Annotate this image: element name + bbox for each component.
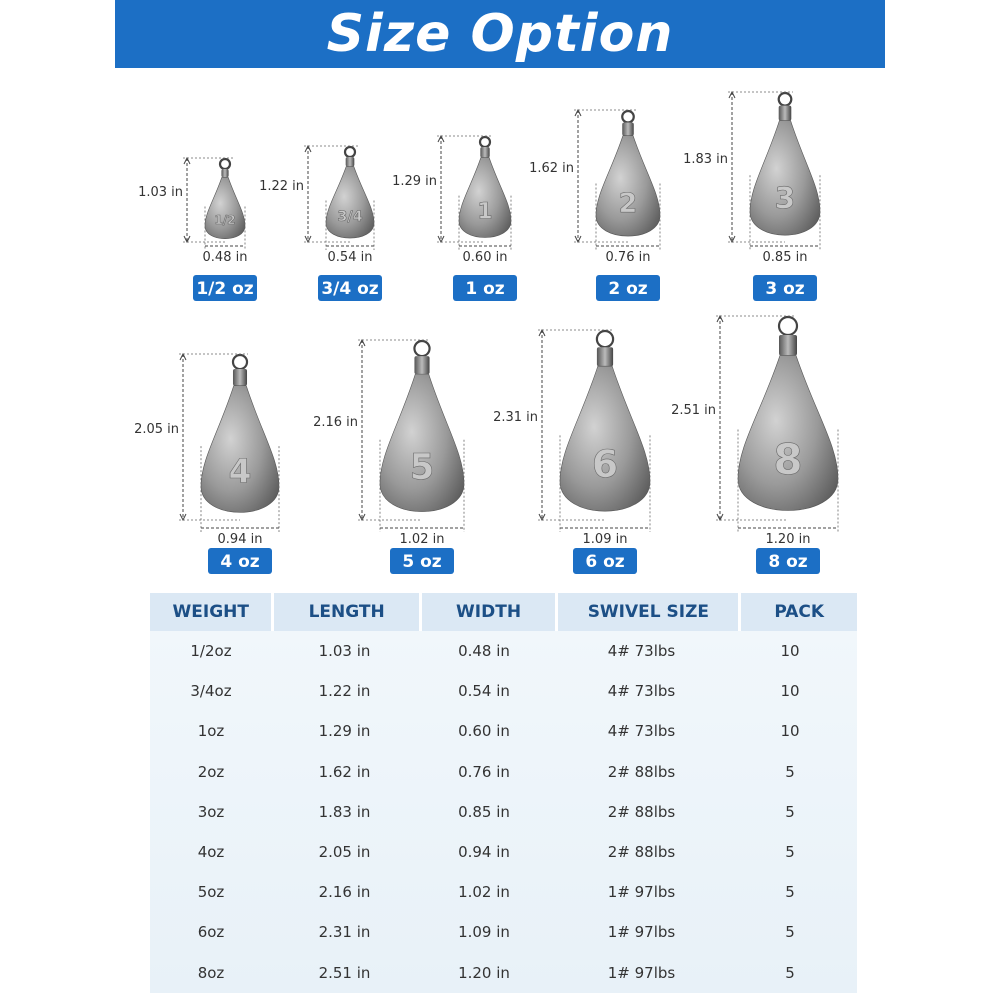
weight-badge-label: 3/4 oz (321, 279, 379, 299)
weight-cell: 1oz (197, 722, 225, 741)
width-cell: 1.09 in (458, 923, 510, 942)
swivel-eye-icon (622, 111, 634, 123)
pack-cell: 5 (785, 843, 795, 862)
width-label: 0.60 in (462, 250, 508, 265)
weight-mark: 3/4 (337, 208, 363, 225)
pack-cell: 10 (780, 722, 800, 741)
length-label: 2.51 in (671, 403, 716, 418)
weight-badge-label: 2 oz (608, 279, 648, 299)
weight-mark: 6 (591, 441, 619, 486)
swivel-barrel (414, 356, 429, 374)
column-header-length: LENGTH (274, 593, 418, 631)
width-label: 0.94 in (217, 532, 263, 547)
swivel-eye-icon (779, 93, 792, 106)
sinker-7 (313, 340, 464, 574)
length-label: 1.22 in (259, 179, 304, 194)
swivel-eye-icon (345, 147, 355, 157)
sinker-5 (683, 92, 820, 301)
length-cell: 2.05 in (318, 843, 371, 862)
swivel-size-cell: 1# 97lbs (607, 963, 676, 982)
swivel-barrel (597, 347, 613, 366)
weight-cell: 3/4oz (190, 682, 232, 701)
width-cell: 0.94 in (458, 843, 510, 862)
pack-cell: 10 (780, 642, 800, 661)
swivel-size-cell: 4# 73lbs (607, 682, 676, 701)
swivel-size-cell: 2# 88lbs (607, 762, 676, 781)
swivel-barrel (346, 157, 355, 167)
pack-cell: 10 (780, 682, 800, 701)
width-cell: 0.60 in (458, 722, 510, 741)
weight-cell: 3oz (197, 802, 225, 821)
sinker-body (380, 374, 464, 512)
weight-badge-label: 5 oz (402, 552, 442, 572)
sinker-body (201, 386, 279, 513)
sinker-body (560, 366, 650, 511)
table-row (150, 953, 857, 993)
length-cell: 2.51 in (318, 963, 371, 982)
weight-mark: 5 (409, 447, 435, 489)
weight-badge-label: 8 oz (768, 552, 808, 572)
sinker-1 (138, 158, 257, 301)
pack-cell: 5 (785, 963, 795, 982)
width-label: 1.20 in (765, 532, 811, 547)
weight-cell: 1/2oz (190, 642, 232, 661)
swivel-size-cell: 1# 97lbs (607, 923, 676, 942)
length-label: 1.83 in (683, 152, 728, 167)
table-row (150, 832, 857, 872)
table-body (150, 631, 857, 993)
pack-cell: 5 (785, 762, 795, 781)
sinker-2 (259, 146, 382, 301)
length-cell: 1.29 in (318, 722, 371, 741)
length-cell: 2.31 in (318, 923, 371, 942)
weight-mark: 1 (477, 199, 493, 225)
swivel-barrel (233, 369, 247, 386)
length-cell: 1.03 in (318, 642, 371, 661)
spec-table (150, 593, 857, 993)
length-cell: 1.83 in (318, 802, 371, 821)
table-row (150, 792, 857, 832)
length-label: 2.16 in (313, 415, 358, 430)
weight-badge-label: 1/2 oz (196, 279, 254, 299)
pack-cell: 5 (785, 883, 795, 902)
width-cell: 1.20 in (458, 963, 510, 982)
sinker-body (596, 136, 660, 236)
length-label: 1.62 in (529, 161, 574, 176)
column-header-width: WIDTH (422, 593, 555, 631)
table-header-row (150, 593, 857, 631)
weight-mark: 2 (618, 188, 638, 220)
sinker-body (459, 158, 511, 238)
column-header-swivel-size: SWIVEL SIZE (558, 593, 738, 631)
table-row (150, 872, 857, 912)
swivel-barrel (480, 147, 489, 158)
swivel-eye-icon (233, 355, 247, 369)
sinker-6 (134, 354, 279, 574)
table-row (150, 671, 857, 711)
sinker-4 (529, 110, 660, 301)
weight-mark: 3 (774, 181, 796, 216)
weight-badge-label: 6 oz (585, 552, 625, 572)
width-label: 0.85 in (762, 250, 808, 265)
width-cell: 0.54 in (458, 682, 510, 701)
swivel-barrel (779, 335, 797, 355)
length-cell: 1.62 in (318, 762, 371, 781)
length-label: 2.05 in (134, 422, 179, 437)
weight-cell: 5oz (197, 883, 225, 902)
width-label: 0.76 in (605, 250, 651, 265)
weight-mark: 1/2 (214, 212, 236, 227)
swivel-eye-icon (220, 159, 230, 169)
weight-cell: 2oz (197, 762, 225, 781)
page-title: Size Option (326, 4, 674, 64)
sinker-body (326, 167, 374, 238)
weight-mark: 8 (773, 434, 803, 484)
pack-cell: 5 (785, 923, 795, 942)
sinker-9 (671, 316, 838, 574)
table-row (150, 752, 857, 792)
swivel-eye-icon (480, 137, 490, 147)
swivel-size-cell: 4# 73lbs (607, 722, 676, 741)
swivel-size-cell: 4# 73lbs (607, 642, 676, 661)
sinker-body (205, 177, 245, 238)
swivel-size-cell: 2# 88lbs (607, 843, 676, 862)
column-header-weight: WEIGHT (150, 593, 271, 631)
swivel-barrel (221, 169, 228, 177)
swivel-eye-icon (414, 341, 429, 356)
swivel-eye-icon (779, 317, 797, 335)
weight-badge-label: 1 oz (465, 279, 505, 299)
width-label: 1.09 in (582, 532, 628, 547)
table-row (150, 912, 857, 952)
sinker-body (738, 355, 838, 510)
length-label: 2.31 in (493, 410, 538, 425)
weight-cell: 4oz (197, 843, 225, 862)
weight-cell: 8oz (197, 963, 225, 982)
weight-cell: 6oz (197, 923, 225, 942)
swivel-eye-icon (597, 331, 613, 347)
length-label: 1.03 in (138, 185, 183, 200)
swivel-size-cell: 2# 88lbs (607, 802, 676, 821)
weight-badge-label: 4 oz (220, 552, 260, 572)
pack-cell: 5 (785, 802, 795, 821)
swivel-size-cell: 1# 97lbs (607, 883, 676, 902)
weight-mark: 4 (228, 452, 252, 491)
length-label: 1.29 in (392, 174, 437, 189)
width-label: 0.54 in (327, 250, 373, 265)
table-row (150, 631, 857, 671)
width-cell: 1.02 in (458, 883, 510, 902)
swivel-barrel (622, 123, 634, 136)
width-label: 1.02 in (399, 532, 445, 547)
width-label: 0.48 in (202, 250, 248, 265)
swivel-barrel (779, 106, 792, 121)
column-header-pack: PACK (741, 593, 857, 631)
width-cell: 0.76 in (458, 762, 510, 781)
sinker-body (750, 121, 820, 236)
width-cell: 0.48 in (458, 642, 510, 661)
sinker-3 (392, 136, 517, 301)
table-row (150, 711, 857, 751)
sinker-8 (493, 330, 650, 574)
length-cell: 1.22 in (318, 682, 371, 701)
width-cell: 0.85 in (458, 802, 510, 821)
length-cell: 2.16 in (318, 883, 371, 902)
weight-badge-label: 3 oz (765, 279, 805, 299)
